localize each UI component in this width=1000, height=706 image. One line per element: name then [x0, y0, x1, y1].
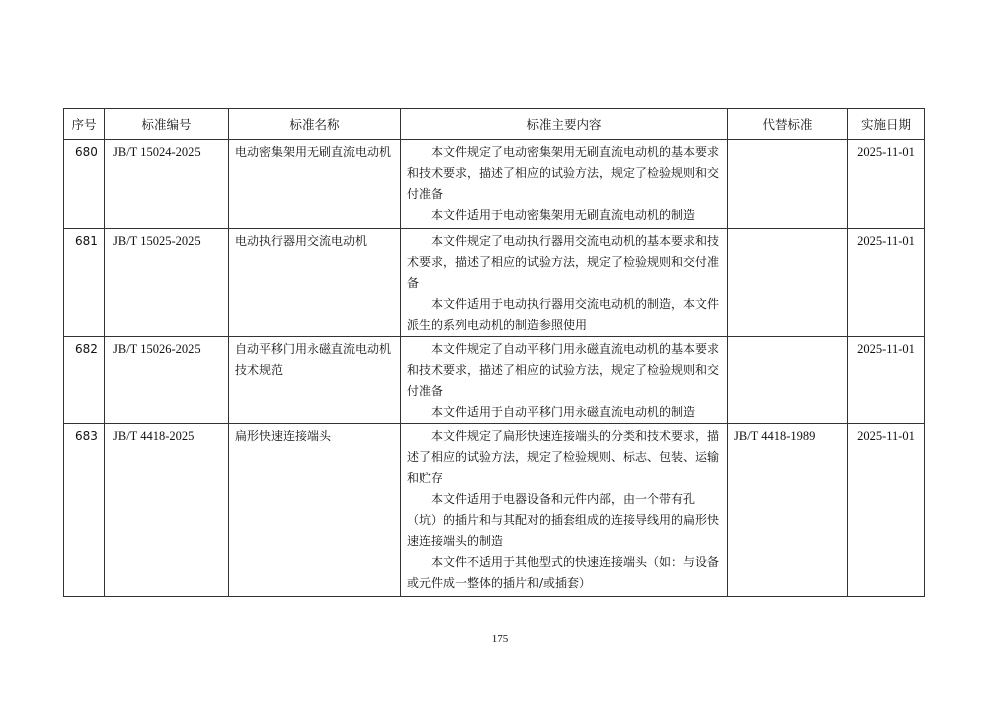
cell-replaces	[728, 337, 848, 424]
content-paragraph: 本文件不适用于其他型式的快速连接端头（如：与设备或元件成一整体的插片和/或插套）	[407, 555, 720, 590]
table-row	[64, 140, 925, 229]
cell-content	[401, 229, 728, 337]
content-paragraph: 本文件规定了扁形快速连接端头的分类和技术要求，描述了相应的试验方法，规定了检验规则、标志、包装、运输和贮存	[407, 429, 720, 485]
cell-name: 扁形快速连接端头	[229, 424, 401, 597]
page-number: 175	[491, 633, 509, 645]
cell-seq: 681	[64, 229, 105, 337]
table-row	[64, 424, 925, 597]
table-header-row	[64, 109, 925, 140]
cell-date: 2025-11-01	[848, 424, 925, 597]
header-seq: 序号	[64, 109, 105, 140]
cell-name: 电动密集架用无刷直流电动机	[229, 140, 401, 229]
header-content: 标准主要内容	[401, 109, 728, 140]
table-row	[64, 337, 925, 424]
header-date: 实施日期	[848, 109, 925, 140]
content-paragraph: 本文件适用于自动平移门用永磁直流电动机的制造	[431, 405, 696, 419]
cell-code: JB/T 15025-2025	[105, 229, 229, 337]
content-paragraph: 本文件适用于电动执行器用交流电动机的制造，本文件派生的系列电动机的制造参照使用	[407, 297, 720, 332]
cell-replaces	[728, 140, 848, 229]
header-name: 标准名称	[229, 109, 401, 140]
content-paragraph: 本文件规定了电动密集架用无刷直流电动机的基本要求和技术要求，描述了相应的试验方法，规定了检验规则和交付准备	[407, 145, 720, 201]
cell-code: JB/T 15024-2025	[105, 140, 229, 229]
header-code: 标准编号	[105, 109, 229, 140]
table-row	[64, 229, 925, 337]
standards-table	[63, 108, 925, 597]
content-paragraph: 本文件规定了自动平移门用永磁直流电动机的基本要求和技术要求，描述了相应的试验方法，规定了检验规则和交付准备	[407, 342, 720, 398]
content-paragraph: 本文件适用于电器设备和元件内部，由一个带有孔（坑）的插片和与其配对的插套组成的连接导线用的扁形快速连接端头的制造	[407, 492, 720, 548]
cell-code: JB/T 15026-2025	[105, 337, 229, 424]
cell-name: 自动平移门用永磁直流电动机技术规范	[229, 337, 401, 424]
cell-seq: 680	[64, 140, 105, 229]
cell-date: 2025-11-01	[848, 140, 925, 229]
cell-date: 2025-11-01	[848, 337, 925, 424]
cell-content	[401, 424, 728, 597]
cell-code: JB/T 4418-2025	[105, 424, 229, 597]
content-paragraph: 本文件适用于电动密集架用无刷直流电动机的制造	[431, 208, 696, 222]
cell-replaces: JB/T 4418-1989	[728, 424, 848, 597]
cell-date: 2025-11-01	[848, 229, 925, 337]
cell-content	[401, 337, 728, 424]
cell-replaces	[728, 229, 848, 337]
cell-content	[401, 140, 728, 229]
cell-seq: 682	[64, 337, 105, 424]
cell-seq: 683	[64, 424, 105, 597]
content-paragraph: 本文件规定了电动执行器用交流电动机的基本要求和技术要求，描述了相应的试验方法，规定了检验规则和交付准备	[407, 234, 720, 290]
header-replaces: 代替标准	[728, 109, 848, 140]
cell-name: 电动执行器用交流电动机	[229, 229, 401, 337]
